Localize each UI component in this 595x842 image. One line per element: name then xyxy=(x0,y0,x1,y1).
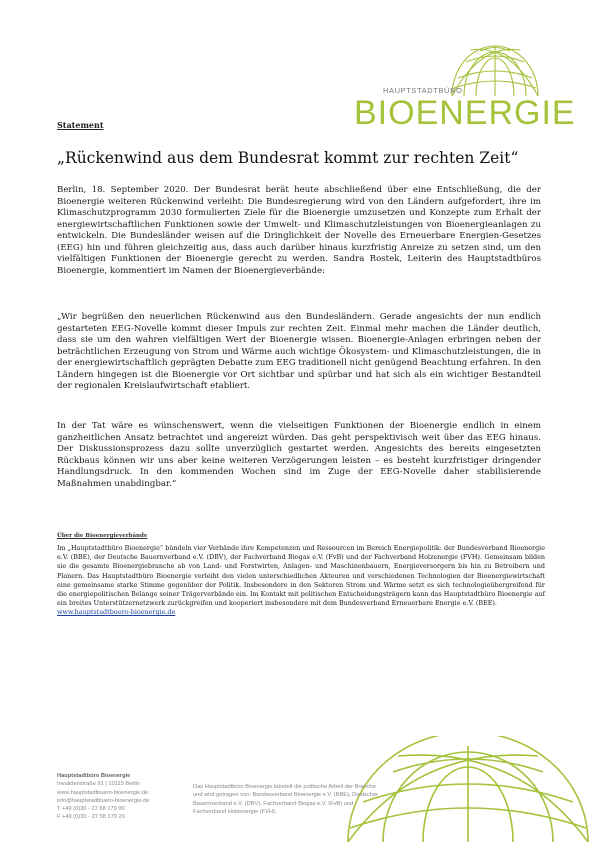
footer-address: Invalidenstraße 91 | 10115 Berlin xyxy=(57,781,140,788)
about-heading: Über die Bioenergieverbände xyxy=(57,533,148,539)
document-type-label: Statement xyxy=(57,120,104,130)
footer-contact xyxy=(57,772,149,822)
footer-org-name: Hauptstadtbüro Bioenergie xyxy=(57,773,131,779)
footer-phone: T +49 (0)30 - 27 58 179 00 xyxy=(57,806,125,813)
body-paragraph-3: In der Tat wäre es wünschenswert, wenn die vielseitigen Funktionen der Bioenergie endlich in einem ganzheitlichen Ansatz betrachtet und angereizt würden. Das geht perspektivisch weit über das EEG hinaus. Der Diskussionsprozess dazu sollte unverzüglich gestartet werden. Angesichts des bereits eingesetzten Rückbaus können wir uns aber keine weiteren Verzögerungen leisten – es besteht kurzfristiger dringender Handlungsdruck. In den kommenden Wochen sind im Zuge der EEG-Novelle daher stabilisierende Maßnahmen unabdingbar.“ xyxy=(57,421,541,489)
footer-description: Das Hauptstadtbüro Bioenergie bündelt die politische Arbeit der Branche und wird getragen von: Bundesverband Bioenergie e.V. (BBE), Deutscher Bauernverband e.V. (DBV), Fachverband Biogas e.V. (FvB) und Fachverband Holzenergie (FVH). xyxy=(193,784,379,815)
about-section xyxy=(57,544,545,618)
footer-fax: F +49 (0)30 - 27 58 179 29 xyxy=(57,814,125,821)
website-link[interactable]: www.hauptstadtbuero-bioenergie.de xyxy=(57,608,176,617)
body-paragraph-1: Berlin, 18. September 2020. Der Bundesrat berät heute abschließend über eine Entschließung, die der Bioenergie weiteren Rückenwind verleiht: Die Bundesregierung wird von den Ländern aufgefordert, ihre im Klimaschutzprogramm 2030 formulierten Ziele für die Bioenergie umzusetzen und Konzepte zum Erhalt der energiewirtschaftlichen Funktionen sowie der Umwelt- und Klimaschutzleistungen von Bioenergieanlagen zu entwickeln. Die Bundesländer weisen auf die Dringlichkeit der Novelle des Erneuerbare Energien-Gesetzes (EEG) hin und führen gleichzeitig aus, dass auch darüber hinaus kurzfristig Anreize zu setzen sind, um den vielfältigen Funktionen der Bioenergie gerecht zu werden. Sandra Rostek, Leiterin des Hauptstadtbüros Bioenergie, kommentiert im Namen der Bioenergieverbände: xyxy=(57,185,541,276)
footer-website[interactable]: www.hauptstadtbuero-bioenergie.de xyxy=(57,789,149,796)
logo-wordmark: BIOENERGIE xyxy=(354,94,576,132)
body-paragraph-2: „Wir begrüßen den neuerlichen Rückenwind aus den Bundesländern. Gerade angesichts der nun endlich gestarteten EEG-Novelle kommt dieser Impuls zur rechten Zeit. Einmal mehr machen die Länder deutlich, dass sie um den wahren vielfältigen Wert der Bioenergie wissen. Bioenergie-Anlagen erbringen neben der beträchtlichen Erzeugung von Strom und Wärme auch wichtige Ökosystem- und Klimaschutzleistungen, die in der energiewirtschaftlich geprägten Debatte zum EEG traditionell nicht genügend Beachtung erfahren. In den Ländern hingegen ist die Bioenergie vor Ort sichtbar und spürbar und hat sich als ein wichtiger Bestandteil der regionalen Kreislaufwirtschaft etabliert. xyxy=(57,312,541,391)
page-title: „Rückenwind aus dem Bundesrat kommt zur rechten Zeit“ xyxy=(57,149,519,167)
footer-email[interactable]: info@hauptstadtbuero-bioenergie.de xyxy=(57,797,150,804)
about-text: Im „Hauptstadtbüro Bioenergie“ bündeln vier Verbände ihre Kompetenzen und Ressourcen im Bereich Energiepolitik: der Bundesverband Bioenergie e.V. (BBE), der Deutsche Bauernverband e.V. (DBV), der Fachverband Biogas e.V. (FvB) und der Fachverband Holzenergie (FVH). Gemeinsam bilden sie die gesamte Bioenergiebranche ab von Land- und Forstwirten, Anlagen- und Maschinenbauern, Energieversorgern bis hin zu Betreibern und Planern. Das Hauptstadtbüro Bioenergie verleiht den vielen unterschiedlichen Akteuren und verschiedenen Technologien der Bioenergiewirtschaft eine gemeinsame starke Stimme gegenüber der Politik. Insbesondere in den Sektoren Strom und Wärme setzt es sich technologieübergreifend für die energiepolitischen Belange seiner Trägerverbände ein. Im Kontakt mit politischen Entscheidungsträgern kann das Hauptstadtbüro Bioenergie auf ein breites Unterstützernetzwerk zurückgreifen und kooperiert insbesondere mit dem Bundesverband Erneuerbare Energie e.V. (BEE). xyxy=(57,544,545,608)
logo-subtitle: HAUPTSTADTBÜRO xyxy=(383,86,463,95)
